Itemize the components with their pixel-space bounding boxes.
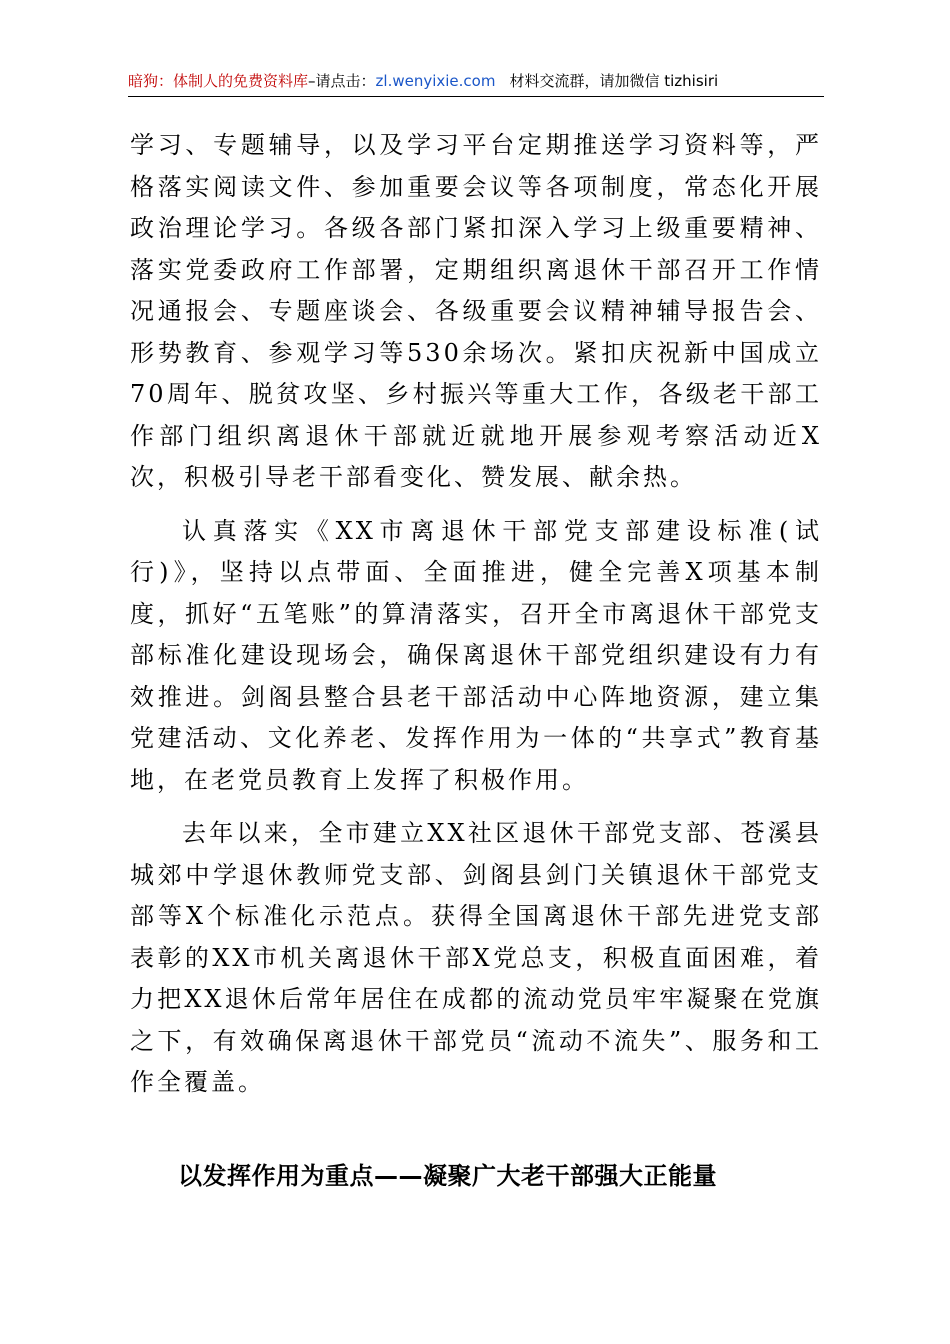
paragraph-2: 认真落实《XX市离退休干部党支部建设标准(试行)》，坚持以点带面、全面推进，健全完善X项基本制度，抓好“五笔账”的算清落实，召开全市离退休干部党支部标准化建设现场会，确保离退休干部党组织建设有力有效推进。剑阁县整合县老干部活动中心阵地资源，建立集党建活动、文化养老、发挥作用为一体的“共享式”教育基地，在老党员教育上发挥了积极作用。 [130, 516, 822, 794]
section-heading: 以发挥作用为重点——凝聚广大老干部强大正能量 [178, 1162, 717, 1190]
header-brand: 暗狗：体制人的免费资料库 [128, 72, 309, 90]
document-body [130, 125, 822, 1116]
header-wechat-note: 材料交流群，请加微信 tizhisiri [509, 72, 719, 90]
paragraph-3: 去年以来，全市建立XX社区退休干部党支部、苍溪县城郊中学退休教师党支部、剑阁县剑门关镇退休干部党支部等X个标准化示范点。获得全国离退休干部先进党支部表彰的XX市机关离退休干部X党总支，积极直面困难，着力把XX退休后常年居住在成都的流动党员牢牢凝聚在党旗之下，有效确保离退休干部党员“流动不流失”、服务和工作全覆盖。 [130, 819, 822, 1096]
header-divider [128, 96, 824, 97]
header-prompt: –请点击： [308, 72, 376, 90]
paragraph-1: 学习、专题辅导，以及学习平台定期推送学习资料等，严格落实阅读文件、参加重要会议等各项制度，常态化开展政治理论学习。各级各部门紧扣深入学习上级重要精神、落实党委政府工作部署，定期组织离退休干部召开工作情况通报会、专题座谈会、各级重要会议精神辅导报告会、形势教育、参观学习等530余场次。紧扣庆祝新中国成立70周年、脱贫攻坚、乡村振兴等重大工作，各级老干部工作部门组织离退休干部就近就地开展参观考察活动近X次，积极引导老干部看变化、赞发展、献余热。 [130, 131, 822, 491]
page-header [128, 68, 824, 94]
header-link[interactable]: zl.wenyixie.com [375, 72, 496, 90]
